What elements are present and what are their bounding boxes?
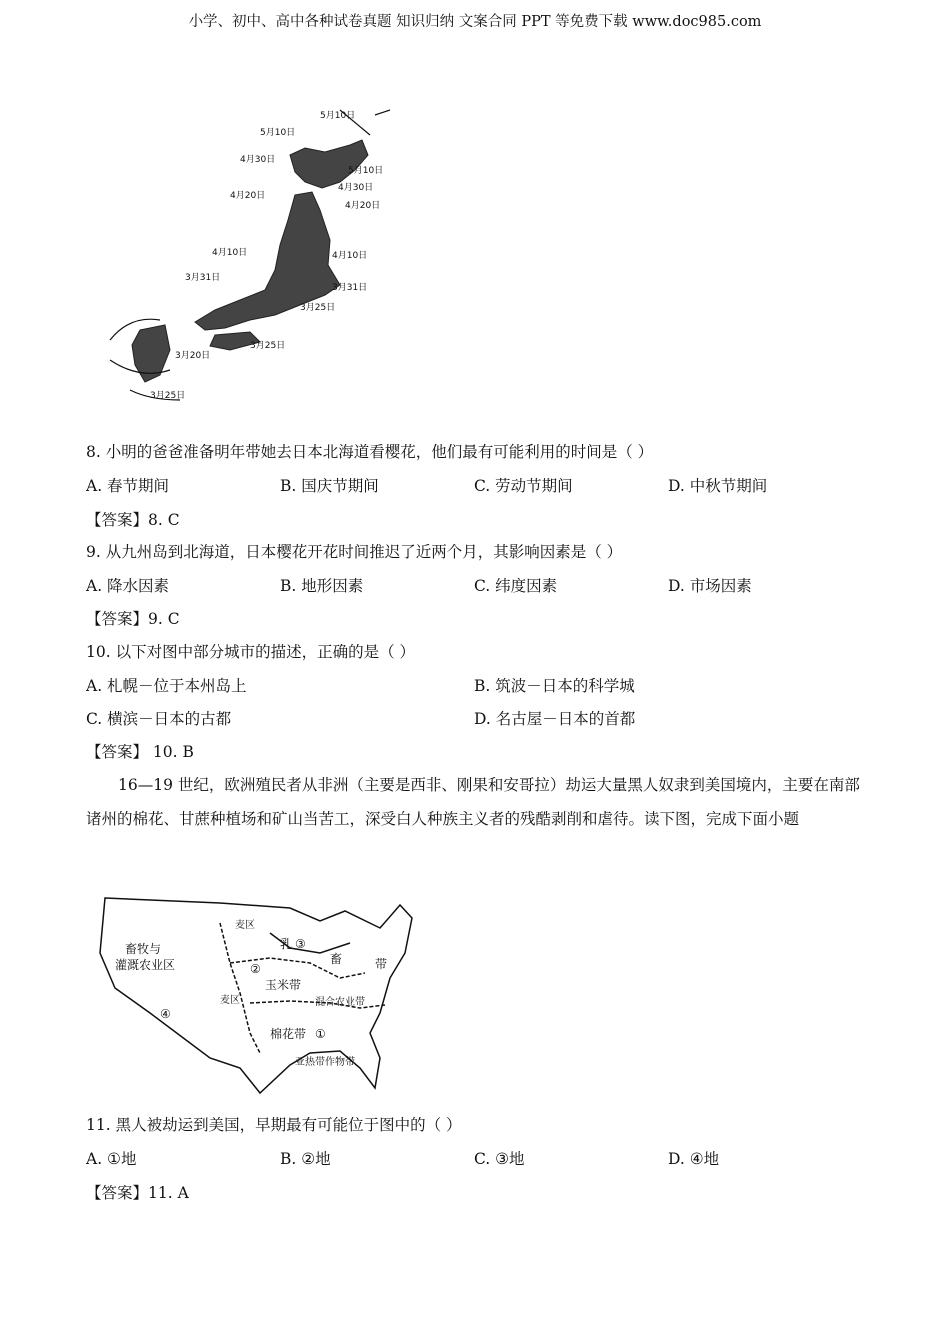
region-label: 混合农业带: [315, 997, 365, 1008]
map-label: 5月10日: [320, 111, 356, 121]
map-label: 3月25日: [300, 303, 336, 313]
map-label: 4月10日: [332, 251, 368, 261]
question-9-stem: 9. 从九州岛到北海道，日本樱花开花时间推迟了近两个月，其影响因素是（ ）: [86, 543, 623, 561]
question-8-option-a: A. 春节期间: [86, 477, 170, 495]
question-10-answer: 【答案】 10. B: [86, 743, 194, 761]
region-label: ②: [250, 962, 261, 976]
question-11-answer: 【答案】11. A: [86, 1184, 189, 1202]
question-10-option-c: C. 横滨－日本的古都: [86, 710, 232, 728]
question-8-answer: 【答案】8. C: [86, 511, 180, 529]
region-label: 乳: [280, 937, 293, 951]
japan-cherry-blossom-map: [100, 100, 420, 410]
map-label: 3月31日: [185, 273, 221, 283]
question-9-answer: 【答案】9. C: [86, 610, 180, 628]
region-label: 棉花带: [270, 1027, 307, 1041]
question-8-option-d: D. 中秋节期间: [668, 477, 768, 495]
region-label: 亚热带作物带: [295, 1057, 355, 1068]
question-9-option-b: B. 地形因素: [280, 577, 364, 595]
region-label: 畜牧与: [125, 942, 162, 956]
question-10-option-d: D. 名古屋－日本的首都: [474, 710, 636, 728]
page-header: 小学、初中、高中各种试卷真题 知识归纳 文案合同 PPT 等免费下载 www.doc985.com: [188, 14, 762, 30]
map-label: 3月20日: [175, 351, 211, 361]
map-label: 5月10日: [260, 128, 296, 138]
question-11-option-c: C. ③地: [474, 1150, 525, 1168]
question-8-option-b: B. 国庆节期间: [280, 477, 379, 495]
map-label: 4月20日: [345, 201, 381, 211]
region-label: 麦区: [220, 995, 240, 1006]
question-11-option-a: A. ①地: [86, 1150, 137, 1168]
question-10-stem: 10. 以下对图中部分城市的描述，正确的是（ ）: [86, 643, 416, 661]
usa-agriculture-map: [90, 893, 425, 1098]
question-9-option-a: A. 降水因素: [86, 577, 170, 595]
region-label: ④: [160, 1007, 171, 1021]
passage: 16—19 世纪，欧洲殖民者从非洲（主要是西非、刚果和安哥拉）劫运大量黑人奴隶到美国境内，主要在南部诸州的棉花、甘蔗种植场和矿山当苦工，深受白人种族主义者的残酷剥削和虐待。读下图，完成下面小题: [86, 776, 860, 828]
question-9-option-c: C. 纬度因素: [474, 577, 558, 595]
question-10-option-b: B. 筑波－日本的科学城: [474, 677, 635, 695]
region-label: 畜: [330, 952, 343, 966]
question-8-option-c: C. 劳动节期间: [474, 477, 573, 495]
map-label: 4月30日: [338, 183, 374, 193]
region-label: ③: [295, 937, 306, 951]
question-8-stem: 8. 小明的爸爸准备明年带她去日本北海道看樱花，他们最有可能利用的时间是（ ）: [86, 443, 654, 461]
map-label: 3月31日: [332, 283, 368, 293]
question-10-option-a: A. 札幌－位于本州岛上: [86, 677, 247, 695]
question-11-option-b: B. ②地: [280, 1150, 331, 1168]
map-label: 4月30日: [240, 155, 276, 165]
question-11-option-d: D. ④地: [668, 1150, 720, 1168]
region-label: 带: [375, 957, 388, 971]
question-9-option-d: D. 市场因素: [668, 577, 752, 595]
region-label: 灌溉农业区: [115, 958, 176, 972]
map-label: 3月25日: [150, 391, 186, 401]
map-label: 4月20日: [230, 191, 266, 201]
map-label: 3月25日: [250, 341, 286, 351]
map-label: 5月10日: [348, 166, 384, 176]
region-label: 麦区: [235, 920, 255, 931]
map-label: 4月10日: [212, 248, 248, 258]
region-label: ①: [315, 1027, 326, 1041]
question-11-stem: 11. 黑人被劫运到美国，早期最有可能位于图中的（ ）: [86, 1116, 462, 1134]
region-label: 玉米带: [265, 978, 302, 992]
